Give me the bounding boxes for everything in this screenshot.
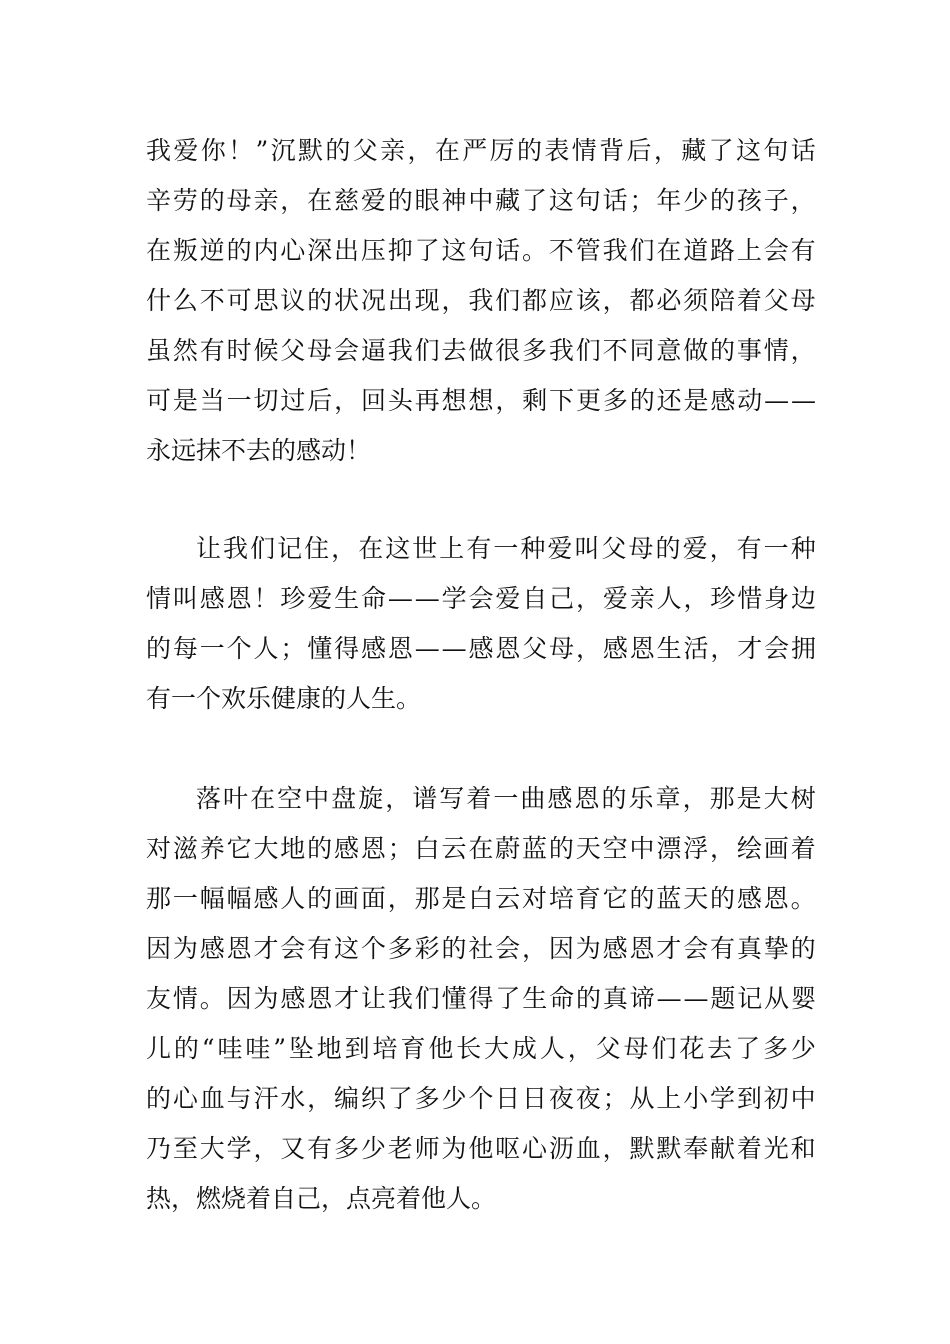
paragraph-line: 虽 然 有 时 候 父 母 会 逼 我 们 去 做 很 多 我 们 不 同 意 做 的 事 情 ， (146, 336, 816, 365)
paragraph-line: 可 是 当 一 切 过 后 ， 回 头 再 想 想 ， 剩 下 更 多 的 还 是 感 动 — — (146, 386, 816, 415)
paragraph-line: 永远抹不去的感动！ (146, 436, 372, 465)
paragraph-line: 友 情 。 因 为 感 恩 才 让 我 们 懂 得 了 生 命 的 真 谛 — — 题 记 从 婴 (146, 984, 816, 1013)
paragraph-1 (146, 126, 816, 476)
paragraph-line: 什 么 不 可 思 议 的 状 况 出 现 ， 我 们 都 应 该 ， 都 必 须 陪 着 父 母 (146, 286, 816, 315)
paragraph-line: 的 每 一 个 人 ； 懂 得 感 恩 — — 感 恩 父 母 ， 感 恩 生 活 ， 才 会 拥 (146, 634, 816, 663)
paragraph-line: 有一个欢乐健康的人生。 (146, 684, 422, 713)
paragraph-2 (146, 524, 816, 724)
paragraph-line: 乃 至 大 学 ， 又 有 多 少 老 师 为 他 呕 心 沥 血 ， 默 默 奉 献 着 光 和 (146, 1134, 816, 1163)
paragraph-line: 让 我 们 记 住 ， 在 这 世 上 有 一 种 爱 叫 父 母 的 爱 ， 有 一 种 (196, 534, 816, 563)
paragraph-line: 辛 劳 的 母 亲 ， 在 慈 爱 的 眼 神 中 藏 了 这 句 话 ； 年 少 的 孩 子 ， (146, 186, 816, 215)
paragraph-line: 那 一 幅 幅 感 人 的 画 面 ， 那 是 白 云 对 培 育 它 的 蓝 天 的 感 恩 。 (146, 884, 816, 913)
paragraph-line: 因 为 感 恩 才 会 有 这 个 多 彩 的 社 会 ， 因 为 感 恩 才 会 有 真 挚 的 (146, 934, 816, 963)
paragraph-line: 儿 的 “ 哇 哇 ” 坠 地 到 培 育 他 长 大 成 人 ， 父 母 们 花 去 了 多 少 (146, 1034, 816, 1063)
paragraph-3 (146, 774, 816, 1224)
paragraph-line: 情 叫 感 恩 ！ 珍 爱 生 命 — — 学 会 爱 自 己 ， 爱 亲 人 ， 珍 惜 身 边 (146, 584, 816, 613)
paragraph-line: 我 爱 你 ！ ” 沉 默 的 父 亲 ， 在 严 厉 的 表 情 背 后 ， 藏 了 这 句 话 (146, 136, 816, 165)
paragraph-line: 对 滋 养 它 大 地 的 感 恩 ； 白 云 在 蔚 蓝 的 天 空 中 漂 浮 ， 绘 画 着 (146, 834, 816, 863)
paragraph-line: 落 叶 在 空 中 盘 旋 ， 谱 写 着 一 曲 感 恩 的 乐 章 ， 那 是 大 树 (196, 784, 816, 813)
paragraph-line: 的 心 血 与 汗 水 ， 编 织 了 多 少 个 日 日 夜 夜 ； 从 上 小 学 到 初 中 (146, 1084, 816, 1113)
paragraph-line: 在 叛 逆 的 内 心 深 出 压 抑 了 这 句 话 。 不 管 我 们 在 道 路 上 会 有 (146, 236, 816, 265)
paragraph-line: 热，燃烧着自己，点亮着他人。 (146, 1184, 497, 1213)
